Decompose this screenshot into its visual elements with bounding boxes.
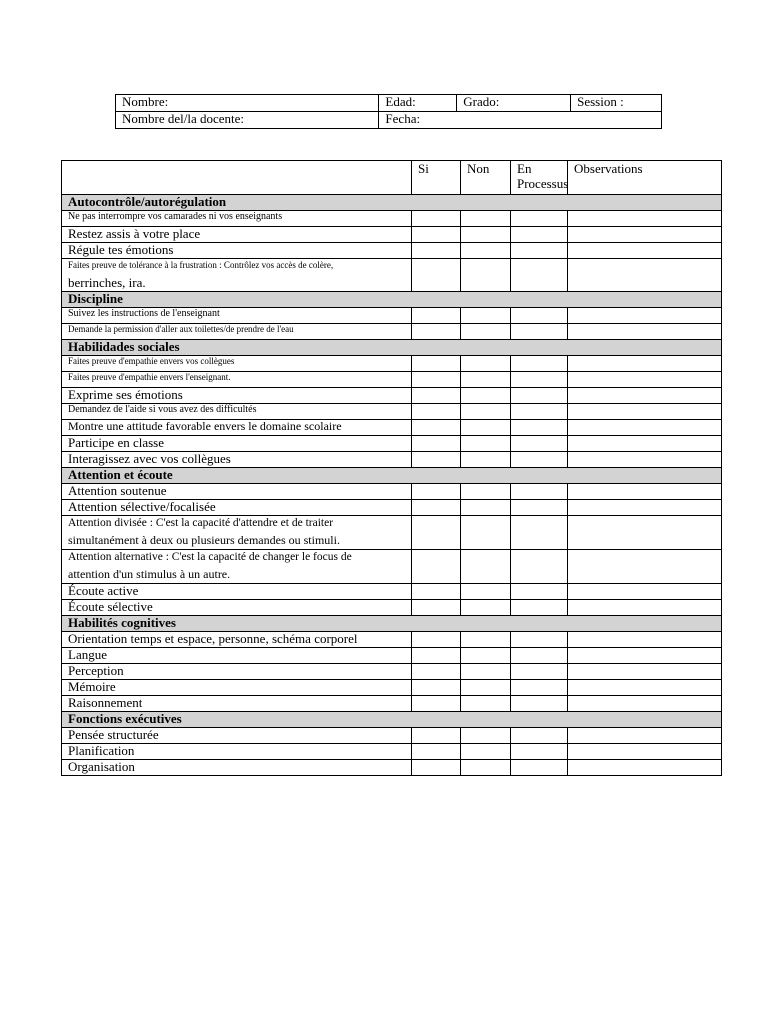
processus-label: Processus: [517, 175, 569, 191]
table-row: [62, 324, 722, 340]
en-processus-cell[interactable]: [511, 648, 568, 664]
student-info-table: [115, 94, 662, 129]
table-row: [62, 420, 722, 436]
en-processus-cell[interactable]: [511, 760, 568, 776]
si-cell[interactable]: [412, 420, 461, 436]
si-cell[interactable]: [412, 356, 461, 372]
criterion-label: Exprime ses émotions: [62, 388, 412, 404]
nombre-label: Nombre:: [122, 94, 169, 109]
criterion-label: Attention soutenue: [62, 484, 412, 500]
observations-cell[interactable]: [568, 243, 722, 259]
observations-cell[interactable]: [568, 500, 722, 516]
si-cell[interactable]: [412, 550, 461, 584]
table-row: [62, 664, 722, 680]
en-processus-cell[interactable]: [511, 388, 568, 404]
criterion-label: Interagissez avec vos collègues: [62, 452, 412, 468]
en-processus-cell[interactable]: [511, 211, 568, 227]
table-row: [62, 404, 722, 420]
docente-field[interactable]: [116, 112, 379, 129]
criterion-label: Orientation temps et espace, personne, schéma corporel: [62, 632, 412, 648]
non-cell[interactable]: [461, 420, 511, 436]
en-processus-cell[interactable]: [511, 728, 568, 744]
non-cell[interactable]: [461, 404, 511, 420]
observations-cell[interactable]: [568, 516, 722, 550]
observations-cell[interactable]: [568, 744, 722, 760]
table-row: [62, 356, 722, 372]
si-cell[interactable]: [412, 308, 461, 324]
section-title: Autocontrôle/autorégulation: [62, 195, 722, 211]
en-processus-cell[interactable]: [511, 744, 568, 760]
en-processus-cell[interactable]: [511, 632, 568, 648]
si-cell[interactable]: [412, 516, 461, 550]
non-cell[interactable]: [461, 324, 511, 340]
table-row: [62, 600, 722, 616]
en-processus-cell[interactable]: [511, 600, 568, 616]
observations-cell[interactable]: [568, 324, 722, 340]
table-row: [62, 388, 722, 404]
criterion-label: Planification: [62, 744, 412, 760]
si-cell[interactable]: [412, 484, 461, 500]
observations-cell[interactable]: [568, 550, 722, 584]
si-cell[interactable]: [412, 600, 461, 616]
si-cell[interactable]: [412, 760, 461, 776]
observations-cell[interactable]: [568, 436, 722, 452]
table-row: [62, 227, 722, 243]
en-processus-cell[interactable]: [511, 664, 568, 680]
criterion-label: Écoute active: [62, 584, 412, 600]
section-title: Habilités cognitives: [62, 616, 722, 632]
non-cell[interactable]: [461, 227, 511, 243]
non-cell[interactable]: [461, 484, 511, 500]
observations-cell[interactable]: [568, 760, 722, 776]
section-title: Discipline: [62, 292, 722, 308]
non-header: Non: [461, 161, 511, 195]
si-cell[interactable]: [412, 648, 461, 664]
en-processus-cell[interactable]: [511, 584, 568, 600]
grado-field[interactable]: [457, 95, 571, 112]
table-row: [62, 648, 722, 664]
edad-field[interactable]: [379, 95, 457, 112]
si-cell[interactable]: [412, 404, 461, 420]
en-processus-cell[interactable]: [511, 550, 568, 584]
criterion-label: Montre une attitude favorable envers le domaine scolaire: [62, 420, 412, 436]
criterion-line: Faites preuve de tolérance à la frustration : Contrôlez vos accès de colère,: [68, 260, 334, 270]
table-row: [62, 211, 722, 227]
criteria-header: [62, 161, 412, 195]
non-cell[interactable]: [461, 680, 511, 696]
criterion-label: [62, 516, 412, 550]
si-cell[interactable]: [412, 680, 461, 696]
en-processus-cell[interactable]: [511, 452, 568, 468]
en-processus-cell[interactable]: [511, 420, 568, 436]
table-row: [62, 436, 722, 452]
criterion-label: Faites preuve d'empathie envers l'enseignant.: [62, 372, 412, 388]
table-row: [62, 744, 722, 760]
en-processus-cell[interactable]: [511, 484, 568, 500]
criterion-line: Attention divisée : C'est la capacité d'attendre et de traiter: [68, 517, 334, 529]
table-row: [62, 632, 722, 648]
observations-cell[interactable]: [568, 211, 722, 227]
en-processus-cell[interactable]: [511, 243, 568, 259]
non-cell[interactable]: [461, 372, 511, 388]
non-cell[interactable]: [461, 500, 511, 516]
table-row: [62, 259, 722, 292]
si-cell[interactable]: [412, 584, 461, 600]
session-field[interactable]: [571, 95, 662, 112]
si-cell[interactable]: [412, 500, 461, 516]
criterion-line: attention d'un stimulus à un autre.: [68, 567, 231, 581]
table-row: [62, 372, 722, 388]
fecha-field[interactable]: [379, 112, 662, 129]
section-title: Attention et écoute: [62, 468, 722, 484]
non-cell[interactable]: [461, 516, 511, 550]
si-cell[interactable]: [412, 632, 461, 648]
table-row: [62, 550, 722, 584]
non-cell[interactable]: [461, 356, 511, 372]
observations-cell[interactable]: [568, 452, 722, 468]
criterion-label: Mémoire: [62, 680, 412, 696]
observations-cell[interactable]: [568, 484, 722, 500]
table-row: [62, 760, 722, 776]
non-cell[interactable]: [461, 664, 511, 680]
non-cell[interactable]: [461, 600, 511, 616]
table-row: [62, 680, 722, 696]
criterion-label: Raisonnement: [62, 696, 412, 712]
criterion-label: Demandez de l'aide si vous avez des difficultés: [62, 404, 412, 420]
criterion-label: Demande la permission d'aller aux toilettes/de prendre de l'eau: [62, 324, 412, 340]
observations-cell[interactable]: [568, 584, 722, 600]
criterion-label: Restez assis à votre place: [62, 227, 412, 243]
nombre-field[interactable]: [116, 95, 379, 112]
observations-cell[interactable]: [568, 696, 722, 712]
en-label: En: [517, 161, 532, 176]
criterion-label: Régule tes émotions: [62, 243, 412, 259]
session-label: Session :: [577, 94, 624, 109]
criterion-label: Organisation: [62, 760, 412, 776]
non-cell[interactable]: [461, 632, 511, 648]
si-cell[interactable]: [412, 211, 461, 227]
observations-cell[interactable]: [568, 648, 722, 664]
si-cell[interactable]: [412, 227, 461, 243]
non-cell[interactable]: [461, 760, 511, 776]
en-processus-cell[interactable]: [511, 436, 568, 452]
si-cell[interactable]: [412, 728, 461, 744]
observations-cell[interactable]: [568, 227, 722, 243]
criterion-line: simultanément à deux ou plusieurs demandes ou stimuli.: [68, 533, 340, 547]
observations-header: Observations: [568, 161, 722, 195]
non-cell[interactable]: [461, 308, 511, 324]
en-processus-cell[interactable]: [511, 500, 568, 516]
grado-label: Grado:: [463, 94, 500, 109]
non-cell[interactable]: [461, 584, 511, 600]
observations-cell[interactable]: [568, 600, 722, 616]
criterion-label: [62, 259, 412, 292]
criterion-line: berrinches, ira.: [68, 275, 146, 290]
si-cell[interactable]: [412, 452, 461, 468]
non-cell[interactable]: [461, 452, 511, 468]
en-processus-header: [511, 161, 568, 195]
si-cell[interactable]: [412, 696, 461, 712]
table-row: [62, 696, 722, 712]
si-cell[interactable]: [412, 243, 461, 259]
en-processus-cell[interactable]: [511, 404, 568, 420]
fecha-label: Fecha:: [385, 111, 421, 126]
observations-cell[interactable]: [568, 259, 722, 292]
observations-cell[interactable]: [568, 388, 722, 404]
docente-label: Nombre del/la docente:: [122, 111, 245, 126]
table-row: [62, 500, 722, 516]
si-cell[interactable]: [412, 372, 461, 388]
criterion-line: Attention alternative : C'est la capacité de changer le focus de: [68, 551, 352, 563]
table-row: [62, 516, 722, 550]
evaluation-checklist: [61, 160, 722, 776]
non-cell[interactable]: [461, 648, 511, 664]
non-cell[interactable]: [461, 243, 511, 259]
non-cell[interactable]: [461, 436, 511, 452]
observations-cell[interactable]: [568, 664, 722, 680]
non-cell[interactable]: [461, 728, 511, 744]
observations-cell[interactable]: [568, 632, 722, 648]
criterion-label: Suivez les instructions de l'enseignant: [62, 308, 412, 324]
table-row: [62, 243, 722, 259]
si-cell[interactable]: [412, 324, 461, 340]
en-processus-cell[interactable]: [511, 516, 568, 550]
si-cell[interactable]: [412, 259, 461, 292]
en-processus-cell[interactable]: [511, 227, 568, 243]
checklist-header-row: [62, 161, 722, 195]
non-cell[interactable]: [461, 696, 511, 712]
non-cell[interactable]: [461, 550, 511, 584]
criterion-label: Attention sélective/focalisée: [62, 500, 412, 516]
table-row: [62, 484, 722, 500]
en-processus-cell[interactable]: [511, 324, 568, 340]
observations-cell[interactable]: [568, 680, 722, 696]
en-processus-cell[interactable]: [511, 696, 568, 712]
criterion-label: Perception: [62, 664, 412, 680]
criterion-label: Écoute sélective: [62, 600, 412, 616]
en-processus-cell[interactable]: [511, 356, 568, 372]
si-cell[interactable]: [412, 744, 461, 760]
table-row: [62, 308, 722, 324]
criterion-label: Ne pas interrompre vos camarades ni vos enseignants: [62, 211, 412, 227]
section-title: Habilidades sociales: [62, 340, 722, 356]
observations-cell[interactable]: [568, 356, 722, 372]
table-row: [62, 728, 722, 744]
criterion-label: Faites preuve d'empathie envers vos collègues: [62, 356, 412, 372]
non-cell[interactable]: [461, 259, 511, 292]
section-title: Fonctions exécutives: [62, 712, 722, 728]
criterion-label: [62, 550, 412, 584]
observations-cell[interactable]: [568, 728, 722, 744]
criterion-label: Pensée structurée: [62, 728, 412, 744]
non-cell[interactable]: [461, 388, 511, 404]
si-cell[interactable]: [412, 664, 461, 680]
non-cell[interactable]: [461, 211, 511, 227]
si-cell[interactable]: [412, 436, 461, 452]
edad-label: Edad:: [385, 94, 416, 109]
en-processus-cell[interactable]: [511, 259, 568, 292]
non-cell[interactable]: [461, 744, 511, 760]
si-header: Si: [412, 161, 461, 195]
table-row: [62, 584, 722, 600]
observations-cell[interactable]: [568, 372, 722, 388]
criterion-label: Participe en classe: [62, 436, 412, 452]
observations-cell[interactable]: [568, 308, 722, 324]
en-processus-cell[interactable]: [511, 308, 568, 324]
observations-cell[interactable]: [568, 404, 722, 420]
criterion-label: Langue: [62, 648, 412, 664]
si-cell[interactable]: [412, 388, 461, 404]
observations-cell[interactable]: [568, 420, 722, 436]
en-processus-cell[interactable]: [511, 372, 568, 388]
table-row: [62, 452, 722, 468]
en-processus-cell[interactable]: [511, 680, 568, 696]
